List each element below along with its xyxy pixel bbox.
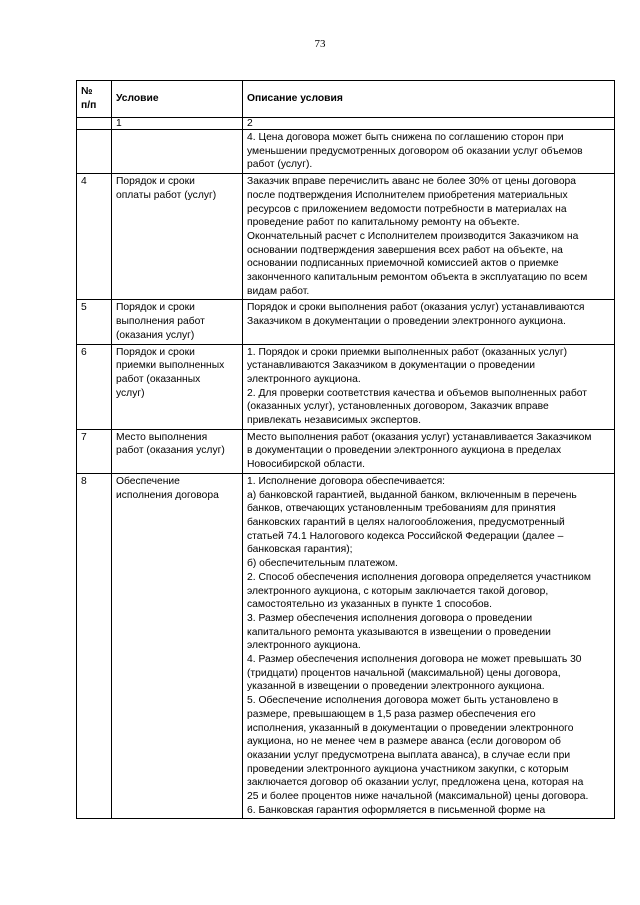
- description-line: (тридцати) процентов начальной (максимальной) цены договора,: [247, 667, 561, 679]
- row-number-cell: 4: [77, 174, 112, 300]
- description-line: законченного капитальным ремонтом объекта в эксплуатацию по всем: [247, 272, 588, 284]
- description-line: банков, отвечающих установленным требованиям для принятия: [247, 503, 556, 515]
- column-index-row: [77, 118, 615, 130]
- description-line: электронного аукциона.: [247, 640, 361, 652]
- row-description-cell: [243, 429, 615, 473]
- header-description-cell: Описание условия: [243, 81, 615, 118]
- condition-line: услуг): [116, 387, 145, 399]
- condition-line: выполнения работ: [116, 316, 205, 328]
- table-row: [77, 429, 615, 473]
- row-condition-cell: [112, 473, 243, 819]
- description-line: электронного аукциона, с которым заключается такой договор,: [247, 585, 549, 597]
- header-condition-cell: Условие: [112, 81, 243, 118]
- description-line: банковских гарантий в целях налогообложения, предусмотренный: [247, 516, 565, 528]
- index-condition-cell: 1: [112, 118, 243, 130]
- description-line: оказании услуг предусмотрена выплата аванса), в случае если при: [247, 749, 571, 761]
- condition-line: работ (оказания услуг): [116, 445, 225, 457]
- description-line: 1. Исполнение договора обеспечивается:: [247, 475, 446, 487]
- row-description-cell: [243, 473, 615, 819]
- description-line: (оказанных услуг), установленных договором, Заказчик вправе: [247, 401, 549, 413]
- description-line: уменьшении предусмотренных договором об оказании услуг объемов: [247, 145, 583, 157]
- row-description-cell: [243, 174, 615, 300]
- condition-line: приемки выполненных: [116, 360, 225, 372]
- description-line: размере, превышающем в 1,5 раза размер обеспечения его: [247, 708, 536, 720]
- description-line: Окончательный расчет с Исполнителем производится Заказчиком на: [247, 230, 579, 242]
- row-number-cell: [77, 130, 112, 174]
- row-condition-cell: [112, 174, 243, 300]
- description-line: в документации о проведении электронного аукциона в пределах: [247, 445, 562, 457]
- table-row: [77, 300, 615, 344]
- condition-line: работ (оказанных: [116, 373, 201, 385]
- description-line: Порядок и сроки выполнения работ (оказания услуг) устанавливаются: [247, 302, 585, 314]
- row-condition-cell: [112, 344, 243, 429]
- description-line: 4. Размер обеспечения исполнения договора не может превышать 30: [247, 654, 582, 666]
- condition-line: Порядок и сроки: [116, 302, 195, 314]
- description-line: 2. Способ обеспечения исполнения договора определяется участником: [247, 571, 591, 583]
- condition-line: Место выполнения: [116, 431, 208, 443]
- header-number-line2: п/п: [81, 100, 97, 111]
- description-line: 6. Банковская гарантия оформляется в письменной форме на: [247, 804, 546, 816]
- index-number-cell: [77, 118, 112, 130]
- description-line: электронного аукциона.: [247, 373, 361, 385]
- description-line: после подтверждения Исполнителем приобретения материальных: [247, 189, 568, 201]
- table-row: [77, 174, 615, 300]
- description-line: проведение работ по капитальному ремонту на объекте.: [247, 217, 520, 229]
- description-line: проведении электронного аукциона участником закупки, с которым: [247, 763, 569, 775]
- row-description-cell: [243, 344, 615, 429]
- description-line: 2. Для проверки соответствия качества и объемов выполненных работ: [247, 387, 587, 399]
- table-row: [77, 344, 615, 429]
- row-description-cell: [243, 130, 615, 174]
- description-line: ресурсов с приложением ведомости потребности в материалах на: [247, 203, 567, 215]
- description-line: капитального ремонта указываются в извещении о проведении: [247, 626, 551, 638]
- row-condition-cell: [112, 300, 243, 344]
- index-description-cell: 2: [243, 118, 615, 130]
- description-line: банковская гарантия);: [247, 544, 353, 556]
- description-line: аукциона, но не менее чем в размере аванса (если договором об: [247, 736, 561, 748]
- row-number-cell: 7: [77, 429, 112, 473]
- row-condition-cell: [112, 429, 243, 473]
- row-description-cell: [243, 300, 615, 344]
- description-line: основании подтверждения завершения всех работ на объекте, на: [247, 244, 563, 256]
- description-line: работ (услуг).: [247, 159, 313, 171]
- description-line: Заказчиком в документации о проведении электронного аукциона.: [247, 316, 566, 328]
- conditions-table: [76, 80, 615, 819]
- description-line: а) банковской гарантией, выданной банком, включенным в перечень: [247, 489, 577, 501]
- description-line: Место выполнения работ (оказания услуг) устанавливается Заказчиком: [247, 431, 592, 443]
- description-line: 5. Обеспечение исполнения договора может быть установлено в: [247, 695, 559, 707]
- condition-line: оплаты работ (услуг): [116, 189, 217, 201]
- description-line: устанавливаются Заказчиком в документации о проведении: [247, 360, 535, 372]
- row-condition-cell: [112, 130, 243, 174]
- description-line: 4. Цена договора может быть снижена по соглашению сторон при: [247, 132, 564, 143]
- table-row: [77, 473, 615, 819]
- description-line: самостоятельно из указанных в пункте 1 способов.: [247, 599, 492, 611]
- header-number-cell: [77, 81, 112, 118]
- table-header-row: [77, 81, 615, 118]
- condition-line: Порядок и сроки: [116, 176, 195, 188]
- description-line: 3. Размер обеспечения исполнения договора о проведении: [247, 612, 533, 624]
- description-line: заключается договор об оказании услуг, предложена цена, которая на: [247, 777, 584, 789]
- condition-line: (оказания услуг): [116, 329, 195, 341]
- description-line: Новосибирской области.: [247, 459, 366, 471]
- header-number-line1: №: [81, 86, 93, 97]
- description-line: указанной в извещении о проведении электронного аукциона.: [247, 681, 545, 693]
- description-line: статьей 74.1 Налогового кодекса Российской Федерации (далее –: [247, 530, 564, 542]
- description-line: исполнения, указанный в документации о проведении электронного: [247, 722, 574, 734]
- condition-line: Обеспечение: [116, 475, 180, 487]
- description-line: привлекать независимых экспертов.: [247, 415, 421, 427]
- description-line: 25 и более процентов ниже начальной (максимальной) цены договора.: [247, 791, 589, 803]
- page-number: 73: [314, 38, 326, 50]
- table-row: [77, 130, 615, 174]
- description-line: видам работ.: [247, 285, 310, 297]
- description-line: 1. Порядок и сроки приемки выполненных работ (оказанных услуг): [247, 346, 568, 358]
- description-line: основании подписанных приемочной комиссией актов о приемке: [247, 258, 559, 270]
- condition-line: Порядок и сроки: [116, 346, 195, 358]
- description-line: Заказчик вправе перечислить аванс не более 30% от цены договора: [247, 176, 576, 188]
- row-number-cell: 8: [77, 473, 112, 819]
- description-line: б) обеспечительным платежом.: [247, 558, 398, 570]
- row-number-cell: 5: [77, 300, 112, 344]
- condition-line: исполнения договора: [116, 489, 219, 501]
- row-number-cell: 6: [77, 344, 112, 429]
